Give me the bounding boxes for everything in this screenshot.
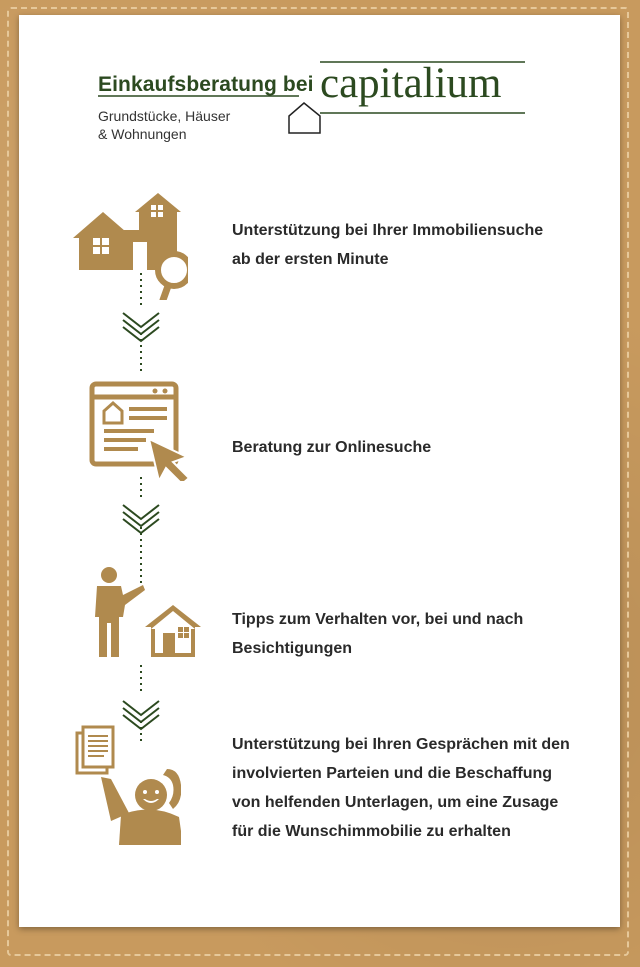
step-3-line2: Besichtigungen <box>232 640 353 657</box>
cursor-arrow-icon <box>149 439 189 481</box>
step-2-text <box>232 433 612 462</box>
step-1-text <box>232 216 612 274</box>
header-title: Einkaufsberatung bei <box>98 73 314 96</box>
step-3-text <box>232 605 612 663</box>
step-1-line2: ab der ersten Minute <box>232 251 389 268</box>
chevron-down-icon <box>123 313 159 341</box>
houses-search-icon <box>73 190 188 300</box>
step-1-line1: Unterstützung bei Ihrer Immobiliensuche <box>232 222 544 239</box>
step-4-text <box>232 730 612 846</box>
header-subtitle-line1: Grundstücke, Häuser <box>98 108 231 124</box>
house-outline-icon <box>104 403 122 423</box>
step-2-line1: Beratung zur Onlinesuche <box>232 439 432 456</box>
paper-sheet <box>19 15 620 927</box>
step-4-line2: involvierten Parteien und die Beschaffung <box>232 765 553 782</box>
documents-phone-person-icon <box>71 723 181 848</box>
step-4-line1: Unterstützung bei Ihren Gesprächen mit den <box>232 736 570 753</box>
header-subtitle-line2: & Wohnungen <box>98 126 187 142</box>
step-4-line4: für die Wunschimmobilie zu erhalten <box>232 823 511 840</box>
browser-listing-icon <box>89 381 199 481</box>
brand-logo-text: capitalium <box>320 60 502 107</box>
agent-house-icon <box>93 565 203 665</box>
step-3-line1: Tipps zum Verhalten vor, bei und nach <box>232 611 524 628</box>
step-4-line3: von helfenden Unterlagen, um eine Zusage <box>232 794 559 811</box>
